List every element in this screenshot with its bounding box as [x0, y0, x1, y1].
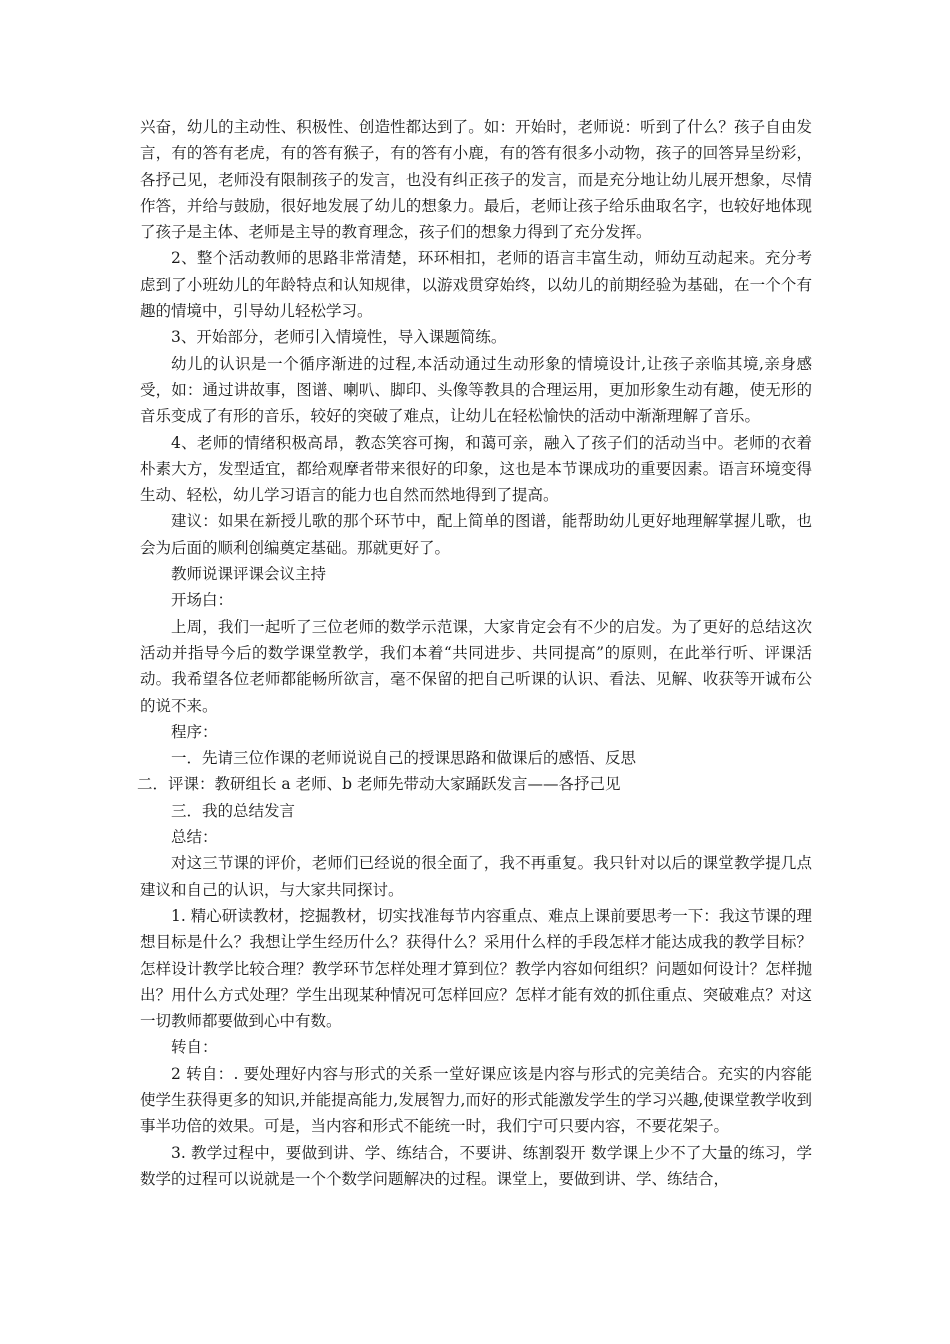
procedure-step-2: 二．评课：教研组长 a 老师、b 老师先带动大家踊跃发言——各抒己见 — [137, 775, 621, 794]
paragraph-2: 2、整个活动教师的思路非常清楚，环环相扣，老师的语言丰富生动，师幼互动起来。充分考虑到了小班幼儿的年龄特点和认知规律，以游戏贯穿始终，以幼儿的前期经验为基础，在一个个有趣的情境中，引导幼儿轻松学习。 — [140, 249, 812, 321]
opening-heading: 开场白： — [171, 591, 234, 610]
paragraph-3: 3、开始部分，老师引入情境性，导入课题简练。 — [171, 328, 507, 347]
paragraph-opening: 上周，我们一起听了三位老师的数学示范课，大家肯定会有不少的启发。为了更好的总结这次活动并指导今后的数学课堂教学，我们本着“共同进步、共同提高”的原则，在此举行听、评课活动。我希望各位老师都能畅所欲言，毫不保留的把自己听课的认识、看法、见解、收获等开诚布公的说不来。 — [140, 617, 812, 715]
procedure-heading: 程序： — [171, 722, 218, 741]
paragraph-point-3: 3. 教学过程中，要做到讲、学、练结合，不要讲、练割裂开 数学课上少不了大量的练习，学数学的过程可以说就是一个个数学问题解决的过程。课堂上，要做到讲、学、练结合， — [140, 1143, 812, 1188]
paragraph-6: 建议：如果在新授儿歌的那个环节中，配上简单的图谱，能帮助幼儿更好地理解掌握儿歌，也会为后面的顺利创编奠定基础。那就更好了。 — [140, 512, 812, 557]
paragraph-point-2: 2 转自：. 要处理好内容与形式的关系一堂好课应该是内容与形式的完美结合。充实的内容能使学生获得更多的知识,并能提高能力,发展智力,而好的形式能激发学生的学习兴趣,使课堂教学收到事半功倍的效果。可是，当内容和形式不能统一时，我们宁可只要内容，不要花架子。 — [140, 1064, 812, 1136]
summary-heading: 总结： — [171, 828, 218, 847]
paragraph-5: 4、老师的情绪积极高昂，教态笑容可掬，和蔼可亲，融入了孩子们的活动当中。老师的衣着朴素大方，发型适宜，都给观摩者带来很好的印象，这也是本节课成功的重要因素。语言环境变得生动、轻松，幼儿学习语言的能力也自然而然地得到了提高。 — [140, 433, 812, 505]
paragraph-1: 兴奋，幼儿的主动性、积极性、创造性都达到了。如：开始时，老师说：听到了什么？孩子自由发言，有的答有老虎，有的答有猴子，有的答有小鹿，有的答有很多小动物，孩子的回答异呈纷彩，各抒己见，老师没有限制孩子的发言，也没有纠正孩子的发言，而是充分地让幼儿展开想象，尽情作答，并给与鼓励，很好地发展了幼儿的想象力。最后，老师让孩子给乐曲取名字，也较好地体现了孩子是主体、老师是主导的教育理念，孩子们的想象力得到了充分发挥。 — [140, 118, 812, 242]
paragraph-4: 幼儿的认识是一个循序渐进的过程,本活动通过生动形象的情境设计,让孩子亲临其境,亲身感受，如：通过讲故事，图谱、喇叭、脚印、头像等教具的合理运用，更加形象生动有趣，使无形的音乐变成了有形的音乐，较好的突破了难点，让幼儿在轻松愉快的活动中渐渐理解了音乐。 — [140, 354, 812, 426]
source-note: 转自： — [171, 1038, 218, 1057]
procedure-step-3: 三．我的总结发言 — [171, 801, 296, 820]
section-title: 教师说课评课会议主持 — [171, 565, 327, 584]
paragraph-point-1: 1. 精心研读教材，挖掘教材，切实找准每节内容重点、难点上课前要思考一下：我这节课的理想目标是什么？我想让学生经历什么？获得什么？采用什么样的手段怎样才能达成我的教学目标？怎样设计教学比较合理？教学环节怎样处理才算到位？教学内容如何组织？问题如何设计？怎样抛出？用什么方式处理？学生出现某种情况可怎样回应？怎样才能有效的抓住重点、突破难点？对这一切教师都要做到心中有数。 — [140, 906, 812, 1031]
document-page — [137, 114, 812, 1192]
procedure-step-1: 一．先请三位作课的老师说说自己的授课思路和做课后的感悟、反思 — [171, 749, 637, 768]
paragraph-summary: 对这三节课的评价，老师们已经说的很全面了，我不再重复。我只针对以后的课堂教学提几点建议和自己的认识，与大家共同探讨。 — [140, 854, 812, 899]
